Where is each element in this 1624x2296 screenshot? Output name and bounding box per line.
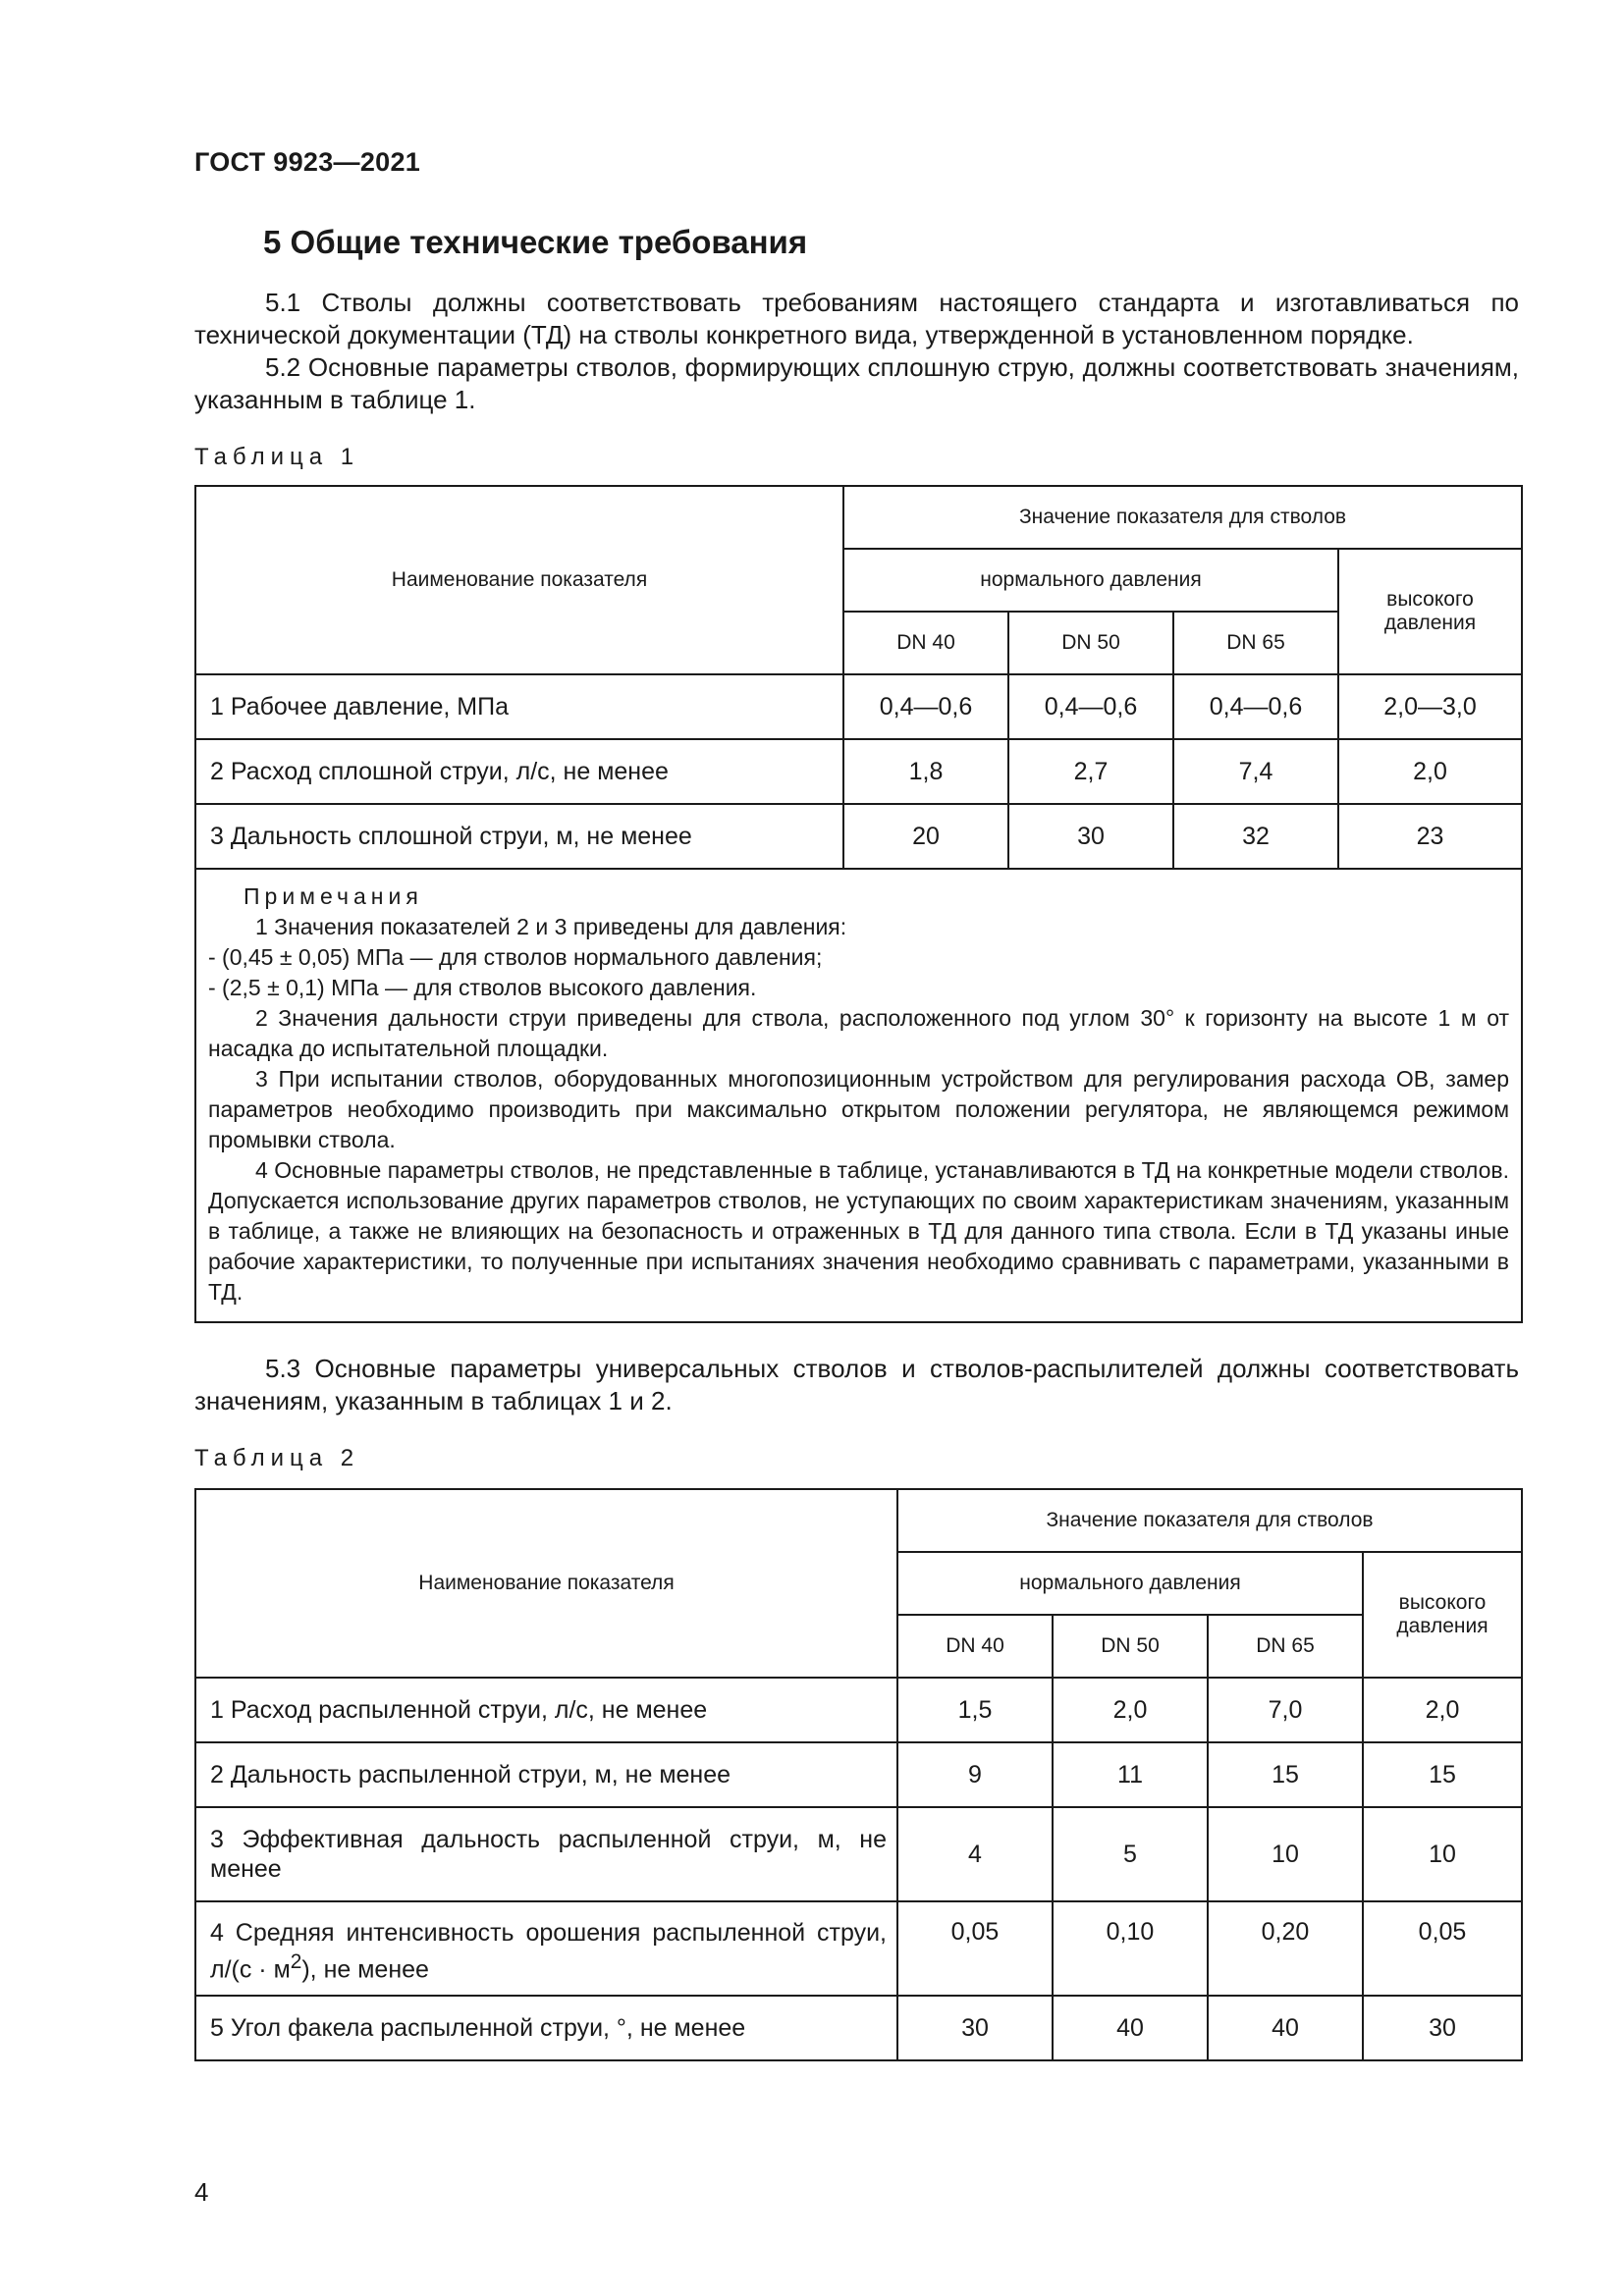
cell-value: 0,4—0,6 xyxy=(1008,674,1173,739)
cell-value: 0,05 xyxy=(1363,1901,1522,1996)
table2 xyxy=(194,1488,1523,2061)
note-2: 2 Значения дальности струи приведены для ствола, расположенного под углом 30° к горизонту на высоте 1 м от насадка до испытательной площадки. xyxy=(208,1005,1510,1061)
table1-header-name: Наименование показателя xyxy=(195,486,843,674)
table2-header-normal: нормального давления xyxy=(897,1552,1363,1615)
table2-header-dn40: DN 40 xyxy=(897,1615,1053,1678)
table2-header-dn65: DN 65 xyxy=(1208,1615,1363,1678)
cell-value: 0,05 xyxy=(897,1901,1053,1996)
cell-value: 0,4—0,6 xyxy=(843,674,1008,739)
cell-value: 0,20 xyxy=(1208,1901,1363,1996)
table1-header-high: высокого давления xyxy=(1338,549,1522,674)
cell-value: 7,0 xyxy=(1208,1678,1363,1742)
cell-value: 4 xyxy=(897,1807,1053,1901)
table-row xyxy=(195,804,1522,869)
cell-value: 2,0 xyxy=(1053,1678,1208,1742)
cell-value: 2,0 xyxy=(1363,1678,1522,1742)
cell-value: 15 xyxy=(1363,1742,1522,1807)
row-name: 1 Рабочее давление, МПа xyxy=(195,674,843,739)
cell-value: 15 xyxy=(1208,1742,1363,1807)
cell-value: 32 xyxy=(1173,804,1338,869)
row-name: 2 Расход сплошной струи, л/с, не менее xyxy=(195,739,843,804)
cell-value: 20 xyxy=(843,804,1008,869)
document-code: ГОСТ 9923—2021 xyxy=(194,147,421,177)
table1-header-normal: нормального давления xyxy=(843,549,1338,612)
cell-value: 2,7 xyxy=(1008,739,1173,804)
row-name: 3 Эффективная дальность распыленной струи, м, не менее xyxy=(195,1807,897,1901)
table-row xyxy=(195,1807,1522,1901)
row-name-superscript: 2 xyxy=(290,1950,302,1973)
table1-header-group: Значение показателя для стволов xyxy=(843,486,1522,549)
cell-value: 1,5 xyxy=(897,1678,1053,1742)
cell-value: 5 xyxy=(1053,1807,1208,1901)
row-name: 1 Расход распыленной струи, л/с, не менее xyxy=(195,1678,897,1742)
cell-value: 30 xyxy=(1008,804,1173,869)
cell-value: 23 xyxy=(1338,804,1522,869)
note-1-item-b: - (2,5 ± 0,1) МПа — для стволов высокого давления. xyxy=(208,975,757,1000)
row-name: 3 Дальность сплошной струи, м, не менее xyxy=(195,804,843,869)
table2-caption: Таблица 2 xyxy=(194,1445,360,1471)
page-number: 4 xyxy=(194,2177,209,2207)
cell-value: 9 xyxy=(897,1742,1053,1807)
table-row xyxy=(195,674,1522,739)
table1-caption: Таблица 1 xyxy=(194,444,360,470)
table-row xyxy=(195,1678,1522,1742)
cell-value: 0,10 xyxy=(1053,1901,1208,1996)
paragraph-5-3-block xyxy=(194,1353,1519,1417)
cell-value: 10 xyxy=(1208,1807,1363,1901)
paragraph-5-2: 5.2 Основные параметры стволов, формирующих сплошную струю, должны соответствовать значениям, указанным в таблице 1. xyxy=(194,352,1519,414)
table1 xyxy=(194,485,1523,1323)
table2-header-dn50: DN 50 xyxy=(1053,1615,1208,1678)
table-row xyxy=(195,739,1522,804)
table2-header-high: высокого давления xyxy=(1363,1552,1522,1678)
table1-header-dn40: DN 40 xyxy=(843,612,1008,674)
notes-title: Примечания xyxy=(244,883,423,909)
cell-value: 40 xyxy=(1053,1996,1208,2060)
table1-header-dn50: DN 50 xyxy=(1008,612,1173,674)
cell-value: 30 xyxy=(897,1996,1053,2060)
row-name-tail: ), не менее xyxy=(301,1955,429,1984)
cell-value: 2,0—3,0 xyxy=(1338,674,1522,739)
table1-notes xyxy=(195,869,1522,1322)
table1-header-dn65: DN 65 xyxy=(1173,612,1338,674)
table-row xyxy=(195,1996,1522,2060)
paragraphs-5-1-5-2 xyxy=(194,287,1519,416)
row-name-main: 4 Средняя интенсивность орошения распыленной струи, л/(с · м xyxy=(210,1919,887,1984)
cell-value: 30 xyxy=(1363,1996,1522,2060)
note-4: 4 Основные параметры стволов, не представленные в таблице, устанавливаются в ТД на конкретные модели стволов. Допускается использование других параметров стволов, не уступающих по своим характеристикам значениям, указанным в таблице, а также не влияющих на безопасность и отраженных в ТД для данного типа ствола. Если в ТД указаны иные рабочие характеристики, то полученные при испытаниях значения необходимо сравнивать с параметрами, указанными в ТД. xyxy=(208,1157,1510,1305)
note-3: 3 При испытании стволов, оборудованных многопозиционным устройством для регулирования расхода ОВ, замер параметров необходимо производить при максимально открытом положении регулятора, не являющемся режимом промывки ствола. xyxy=(208,1066,1510,1152)
note-1-item-a: - (0,45 ± 0,05) МПа — для стволов нормального давления; xyxy=(208,944,823,970)
table2-header-name: Наименование показателя xyxy=(195,1489,897,1678)
cell-value: 1,8 xyxy=(843,739,1008,804)
table2-header-group: Значение показателя для стволов xyxy=(897,1489,1522,1552)
cell-value: 0,4—0,6 xyxy=(1173,674,1338,739)
cell-value: 7,4 xyxy=(1173,739,1338,804)
cell-value: 11 xyxy=(1053,1742,1208,1807)
table-row xyxy=(195,1742,1522,1807)
table-row xyxy=(195,1901,1522,1996)
row-name: 5 Угол факела распыленной струи, °, не менее xyxy=(195,1996,897,2060)
cell-value: 10 xyxy=(1363,1807,1522,1901)
section-title: 5 Общие технические требования xyxy=(263,224,808,260)
row-name xyxy=(195,1901,897,1996)
note-1: 1 Значения показателей 2 и 3 приведены для давления: xyxy=(255,914,847,939)
cell-value: 2,0 xyxy=(1338,739,1522,804)
cell-value: 40 xyxy=(1208,1996,1363,2060)
row-name: 2 Дальность распыленной струи, м, не менее xyxy=(195,1742,897,1807)
paragraph-5-3: 5.3 Основные параметры универсальных стволов и стволов-распылителей должны соответствовать значениям, указанным в таблицах 1 и 2. xyxy=(194,1354,1519,1415)
paragraph-5-1: 5.1 Стволы должны соответствовать требованиям настоящего стандарта и изготавливаться по технической документации (ТД) на стволы конкретного вида, утвержденной в установленном порядке. xyxy=(194,288,1519,349)
